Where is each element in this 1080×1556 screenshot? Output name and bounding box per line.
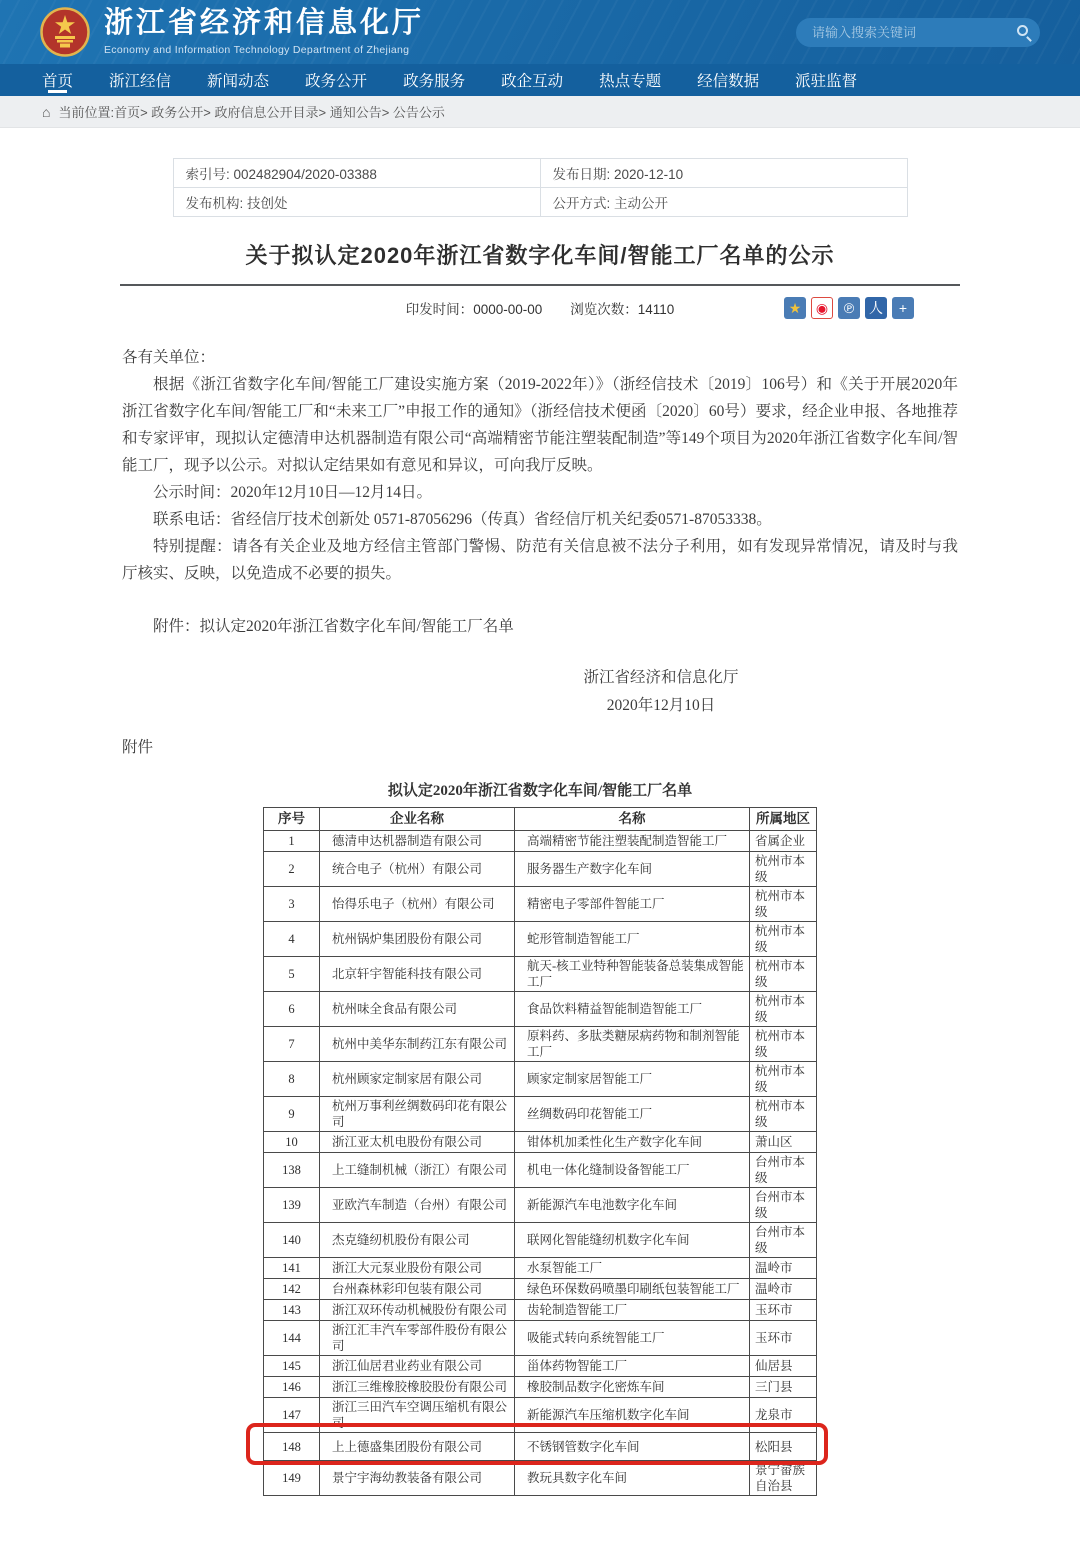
cell-company: 上工缝制机械（浙江）有限公司	[319, 1152, 514, 1187]
nav-item-jingxin-data[interactable]: 经信数据	[697, 73, 760, 90]
print-time	[406, 298, 543, 318]
nav-item-zhejiang-jingxin[interactable]: 浙江经信	[109, 73, 172, 90]
signature-block	[536, 664, 786, 720]
cell-project-name: 新能源汽车压缩机数字化车间	[514, 1397, 749, 1432]
cell-project-name: 航天-核工业特种智能装备总装集成智能工厂	[514, 956, 749, 991]
attachment-line: 附件：拟认定2020年浙江省数字化车间/智能工厂名单	[153, 618, 514, 635]
cell-region: 玉环市	[749, 1320, 816, 1355]
site-subtitle: Economy and Information Technology Department of Zhejiang	[104, 43, 410, 56]
cell-region: 杭州市本级	[749, 956, 816, 991]
cell-serial: 5	[264, 956, 319, 991]
print-info-row	[122, 286, 958, 330]
meta-cell-org	[173, 188, 540, 217]
cell-serial: 6	[264, 991, 319, 1026]
table-row	[264, 991, 816, 1026]
table-row	[264, 921, 816, 956]
cell-serial: 7	[264, 1026, 319, 1061]
cell-region: 景宁畲族自治县	[749, 1460, 816, 1495]
cell-region: 台州市本级	[749, 1187, 816, 1222]
meta-cell-mode	[540, 188, 907, 217]
tencent-weibo-icon[interactable]: ℗	[838, 297, 860, 319]
main-nav	[0, 64, 1080, 96]
cell-region: 龙泉市	[749, 1397, 816, 1432]
sina-weibo-icon[interactable]: ◉	[811, 297, 833, 319]
cell-serial: 2	[264, 851, 319, 886]
view-count-value: 14110	[637, 302, 675, 317]
cell-region: 省属企业	[749, 830, 816, 851]
cell-serial: 140	[264, 1222, 319, 1257]
table-row	[264, 830, 816, 851]
cell-company: 浙江汇丰汽车零部件股份有限公司	[319, 1320, 514, 1355]
site-title: 浙江省经济和信息化厅	[104, 7, 425, 40]
cell-region: 松阳县	[749, 1432, 816, 1460]
print-time-label: 印发时间：	[405, 302, 474, 317]
breadcrumb	[0, 96, 1080, 128]
cell-project-name: 原料药、多肽类糖尿病药物和制剂智能工厂	[514, 1026, 749, 1061]
table-row	[264, 1096, 816, 1131]
announcement-table	[263, 807, 817, 1496]
table-row	[264, 1131, 816, 1152]
table-header-cell: 所属地区	[749, 808, 816, 830]
paragraph-contact: 联系电话：省经信厅技术创新处 0571-87056296（传真）省经信厅机关纪委0571-87053338。	[153, 511, 772, 528]
meta-index-label: 索引号:	[185, 167, 230, 182]
table-header-cell: 名称	[514, 808, 749, 830]
nav-item-home[interactable]: 首页	[42, 64, 73, 96]
view-count-label: 浏览次数：	[570, 302, 638, 317]
cell-project-name: 食品饮料精益智能制造智能工厂	[514, 991, 749, 1026]
meta-index-value: 002482904/2020-03388	[233, 167, 377, 182]
cell-company: 浙江大元泵业股份有限公司	[319, 1257, 514, 1278]
cell-company: 浙江双环传动机械股份有限公司	[319, 1299, 514, 1320]
meta-date-label: 发布日期:	[552, 167, 611, 182]
cell-company: 杭州锅炉集团股份有限公司	[319, 921, 514, 956]
meta-org-label: 发布机构:	[185, 196, 244, 211]
cell-region: 仙居县	[749, 1355, 816, 1376]
cell-project-name: 橡胶制品数字化密炼车间	[514, 1376, 749, 1397]
table-row	[264, 1187, 816, 1222]
cell-region: 台州市本级	[749, 1152, 816, 1187]
cell-project-name: 吸能式转向系统智能工厂	[514, 1320, 749, 1355]
table-row	[264, 851, 816, 886]
cell-company: 统合电子（杭州）有限公司	[319, 851, 514, 886]
cell-serial: 8	[264, 1061, 319, 1096]
cell-company: 浙江三维橡胶橡胶股份有限公司	[319, 1376, 514, 1397]
cell-serial: 148	[264, 1432, 319, 1460]
table-row	[264, 1432, 816, 1460]
nav-item-gov-service[interactable]: 政务服务	[403, 73, 466, 90]
cell-region: 杭州市本级	[749, 886, 816, 921]
cell-region: 杭州市本级	[749, 1096, 816, 1131]
cell-serial: 139	[264, 1187, 319, 1222]
cell-region: 温岭市	[749, 1278, 816, 1299]
cell-serial: 10	[264, 1131, 319, 1152]
meta-mode-value: 主动公开	[614, 196, 669, 211]
cell-project-name: 钳体机加柔性化生产数字化车间	[514, 1131, 749, 1152]
cell-project-name: 甾体药物智能工厂	[514, 1355, 749, 1376]
meta-mode-label: 公开方式:	[552, 196, 611, 211]
search-input[interactable]	[796, 18, 1040, 47]
cell-region: 杭州市本级	[749, 991, 816, 1026]
cell-company: 杭州中美华东制药江东有限公司	[319, 1026, 514, 1061]
cell-company: 景宁宇海幼教装备有限公司	[319, 1460, 514, 1495]
cell-company: 上上德盛集团股份有限公司	[319, 1432, 514, 1460]
renren-icon[interactable]: 人	[865, 297, 887, 319]
cell-company: 杭州味全食品有限公司	[319, 991, 514, 1026]
favorite-star-icon[interactable]: ★	[784, 297, 806, 319]
cell-serial: 4	[264, 921, 319, 956]
appendix-label: 附件	[122, 739, 154, 756]
table-row	[264, 1460, 816, 1495]
meta-date-value: 2020-12-10	[614, 167, 684, 182]
meta-org-value: 技创处	[247, 196, 288, 211]
home-icon: ⌂	[42, 103, 51, 120]
cell-company: 杰克缝纫机股份有限公司	[319, 1222, 514, 1257]
table-header-cell: 序号	[278, 811, 305, 826]
cell-serial: 141	[264, 1257, 319, 1278]
cell-company: 杭州万事利丝绸数码印花有限公司	[319, 1096, 514, 1131]
table-row	[264, 1355, 816, 1376]
table-caption: 拟认定2020年浙江省数字化车间/智能工厂名单	[387, 783, 693, 799]
table-row	[264, 1278, 816, 1299]
cell-serial: 142	[264, 1278, 319, 1299]
nav-item-hot-topics[interactable]: 热点专题	[599, 73, 662, 90]
view-count	[570, 298, 674, 318]
cell-region: 萧山区	[749, 1131, 816, 1152]
cell-company: 台州森林彩印包装有限公司	[319, 1278, 514, 1299]
table-row	[264, 1061, 816, 1096]
cell-company: 德清申达机器制造有限公司	[319, 830, 514, 851]
cell-project-name: 绿色环保数码喷墨印刷纸包装智能工厂	[514, 1278, 749, 1299]
brand-block	[104, 8, 424, 56]
cell-project-name: 机电一体化缝制设备智能工厂	[514, 1152, 749, 1187]
cell-company: 杭州顾家定制家居有限公司	[319, 1061, 514, 1096]
table-row	[264, 1026, 816, 1061]
search-icon[interactable]	[1017, 25, 1028, 36]
salutation: 各有关单位：	[122, 349, 216, 366]
national-emblem-logo	[40, 7, 90, 57]
cell-region: 三门县	[749, 1376, 816, 1397]
cell-region: 杭州市本级	[749, 1061, 816, 1096]
page-title: 关于拟认定2020年浙江省数字化车间/智能工厂名单的公示	[245, 243, 835, 268]
cell-serial: 138	[264, 1152, 319, 1187]
nav-item-news[interactable]: 新闻动态	[207, 73, 270, 90]
cell-region: 玉环市	[749, 1299, 816, 1320]
meta-cell-date	[540, 159, 907, 188]
table-row	[264, 1320, 816, 1355]
document-meta-table	[173, 158, 908, 217]
cell-project-name: 新能源汽车电池数字化车间	[514, 1187, 749, 1222]
cell-serial: 147	[264, 1397, 319, 1432]
nav-item-supervision[interactable]: 派驻监督	[795, 73, 858, 90]
site-header	[0, 0, 1080, 64]
table-row	[264, 886, 816, 921]
cell-region: 杭州市本级	[749, 921, 816, 956]
cell-company: 浙江仙居君业药业有限公司	[319, 1355, 514, 1376]
cell-project-name: 丝绸数码印花智能工厂	[514, 1096, 749, 1131]
share-more-icon[interactable]: +	[892, 297, 914, 319]
document-body	[122, 344, 958, 761]
cell-project-name: 齿轮制造智能工厂	[514, 1299, 749, 1320]
cell-company: 亚欧汽车制造（台州）有限公司	[319, 1187, 514, 1222]
paragraph-publicity-period: 公示时间：2020年12月10日—12月14日。	[153, 484, 433, 501]
document-content	[0, 158, 1080, 1556]
cell-company: 浙江三田汽车空调压缩机有限公司	[319, 1397, 514, 1432]
cell-company: 怡得乐电子（杭州）有限公司	[319, 886, 514, 921]
breadcrumb-path[interactable]: 当前位置:首页> 政务公开> 政府信息公开目录> 通知公告> 公告公示	[58, 105, 445, 120]
cell-project-name: 教玩具数字化车间	[514, 1460, 749, 1495]
table-header-row	[264, 808, 816, 830]
cell-project-name: 水泵智能工厂	[514, 1257, 749, 1278]
cell-region: 杭州市本级	[749, 851, 816, 886]
search-box	[796, 18, 1040, 47]
paragraph-basis: 根据《浙江省数字化车间/智能工厂建设实施方案（2019-2022年）》（浙经信技术〔2019〕106号）和《关于开展2020年浙江省数字化车间/智能工厂和“未来工厂”申报工作的通知》（浙经信技术便函〔2020〕60号）要求，经企业申报、各地推荐和专家评审，现拟认定德清申达机器制造有限公司“高端精密节能注塑装配制造”等149个项目为2020年浙江省数字化车间/智能工厂，现予以公示。对拟认定结果如有意见和异议，可向我厅反映。	[122, 376, 958, 474]
cell-project-name: 服务器生产数字化车间	[514, 851, 749, 886]
cell-serial: 146	[264, 1376, 319, 1397]
cell-serial: 143	[264, 1299, 319, 1320]
meta-cell-index	[173, 159, 540, 188]
table-row	[264, 1376, 816, 1397]
cell-project-name: 联网化智能缝纫机数字化车间	[514, 1222, 749, 1257]
table-header-cell: 企业名称	[319, 808, 514, 830]
cell-serial: 3	[264, 886, 319, 921]
cell-region: 台州市本级	[749, 1222, 816, 1257]
cell-project-name: 蛇形管制造智能工厂	[514, 921, 749, 956]
table-row	[264, 956, 816, 991]
cell-serial: 144	[264, 1320, 319, 1355]
cell-project-name: 不锈钢管数字化车间	[514, 1432, 749, 1460]
cell-serial: 149	[264, 1460, 319, 1495]
cell-region: 温岭市	[749, 1257, 816, 1278]
cell-project-name: 精密电子零部件智能工厂	[514, 886, 749, 921]
cell-serial: 9	[264, 1096, 319, 1131]
table-row	[264, 1222, 816, 1257]
cell-region: 杭州市本级	[749, 1026, 816, 1061]
paragraph-special-reminder: 特别提醒：请各有关企业及地方经信主管部门警惕、防范有关信息被不法分子利用，如有发现异常情况，请及时与我厅核实、反映，以免造成不必要的损失。	[122, 538, 958, 582]
cell-company: 北京轩宇智能科技有限公司	[319, 956, 514, 991]
table-row	[264, 1152, 816, 1187]
share-icons	[784, 297, 914, 319]
cell-serial: 145	[264, 1355, 319, 1376]
cell-project-name: 顾家定制家居智能工厂	[514, 1061, 749, 1096]
table-row	[264, 1299, 816, 1320]
nav-item-gov-open[interactable]: 政务公开	[305, 73, 368, 90]
cell-project-name: 高端精密节能注塑装配制造智能工厂	[514, 830, 749, 851]
cell-serial: 1	[264, 830, 319, 851]
table-row	[264, 1397, 816, 1432]
cell-company: 浙江亚太机电股份有限公司	[319, 1131, 514, 1152]
print-time-value: 0000-00-00	[473, 302, 543, 317]
signature-org: 浙江省经济和信息化厅	[583, 669, 739, 686]
table-row	[264, 1257, 816, 1278]
nav-item-gov-enterprise[interactable]: 政企互动	[501, 73, 564, 90]
signature-date: 2020年12月10日	[606, 697, 716, 714]
